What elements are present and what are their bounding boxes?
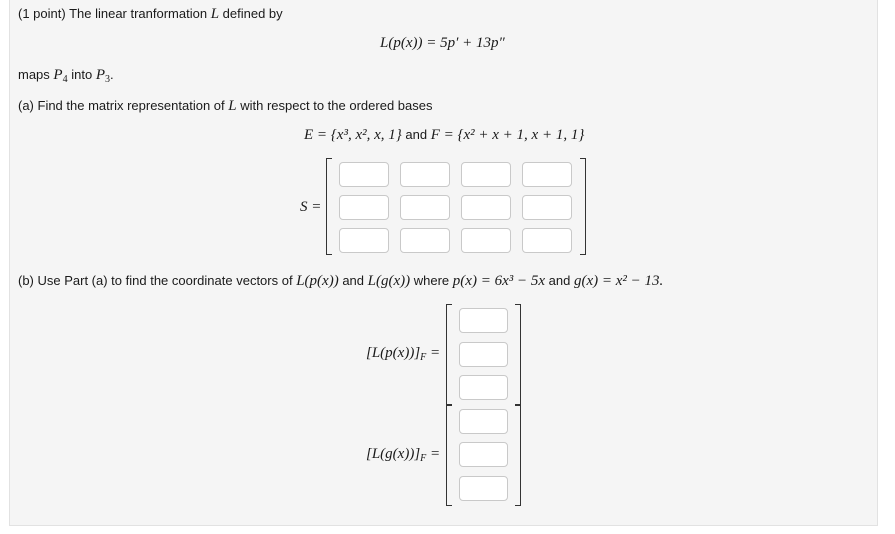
matrix-cell-2-4[interactable] — [522, 195, 572, 220]
matrix-cell-2-1[interactable] — [339, 195, 389, 220]
matrix-cell-1-1[interactable] — [339, 162, 389, 187]
matrix-label: S = — [300, 199, 322, 215]
problem-panel — [9, 0, 878, 526]
problem-header: (1 point) The linear tranformation L defined by — [18, 6, 283, 22]
matrix-cell-3-4[interactable] — [522, 228, 572, 253]
vector-g-cell-2[interactable] — [459, 442, 508, 467]
vector-p-left-bracket — [446, 304, 452, 405]
matrix-cell-2-2[interactable] — [400, 195, 450, 220]
matrix-cell-3-3[interactable] — [461, 228, 511, 253]
matrix-left-bracket — [326, 158, 332, 255]
matrix-cell-3-1[interactable] — [339, 228, 389, 253]
part-b-text: (b) Use Part (a) to find the coordinate vectors of L(p(x)) and L(g(x)) where p(x) = 6x³ − 5x and g(x) = x² − 13. — [18, 273, 664, 289]
vector-g-left-bracket — [446, 405, 452, 506]
vector-g-label: $[L(g(x))]_F$ = — [366, 446, 441, 464]
vector-p-cell-1[interactable] — [459, 308, 508, 333]
vector-p-cell-3[interactable] — [459, 375, 508, 400]
part-a-text: (a) Find the matrix representation of L with respect to the ordered bases — [18, 98, 433, 114]
matrix-cell-1-4[interactable] — [522, 162, 572, 187]
vector-g-right-bracket — [515, 405, 521, 506]
basis-f: F = {x² + x + 1, x + 1, 1} — [430, 127, 585, 143]
matrix-cell-1-2[interactable] — [400, 162, 450, 187]
bases-line: E = {x³, x², x, 1} and F = {x² + x + 1, x + 1, 1} — [304, 127, 585, 143]
matrix-right-bracket — [580, 158, 586, 255]
maps-line: maps $P_4$ into $P_3$. — [18, 67, 114, 85]
matrix-cell-3-2[interactable] — [400, 228, 450, 253]
vector-g-cell-1[interactable] — [459, 409, 508, 434]
transformation-equation: L(p(x)) = 5p′ + 13p″ — [380, 35, 505, 51]
vector-p-cell-2[interactable] — [459, 342, 508, 367]
vector-p-label: $[L(p(x))]_F$ = — [366, 345, 441, 363]
basis-e: E = {x³, x², x, 1} — [304, 127, 402, 143]
vector-p-right-bracket — [515, 304, 521, 405]
matrix-cell-2-3[interactable] — [461, 195, 511, 220]
vector-g-cell-3[interactable] — [459, 476, 508, 501]
matrix-cell-1-3[interactable] — [461, 162, 511, 187]
